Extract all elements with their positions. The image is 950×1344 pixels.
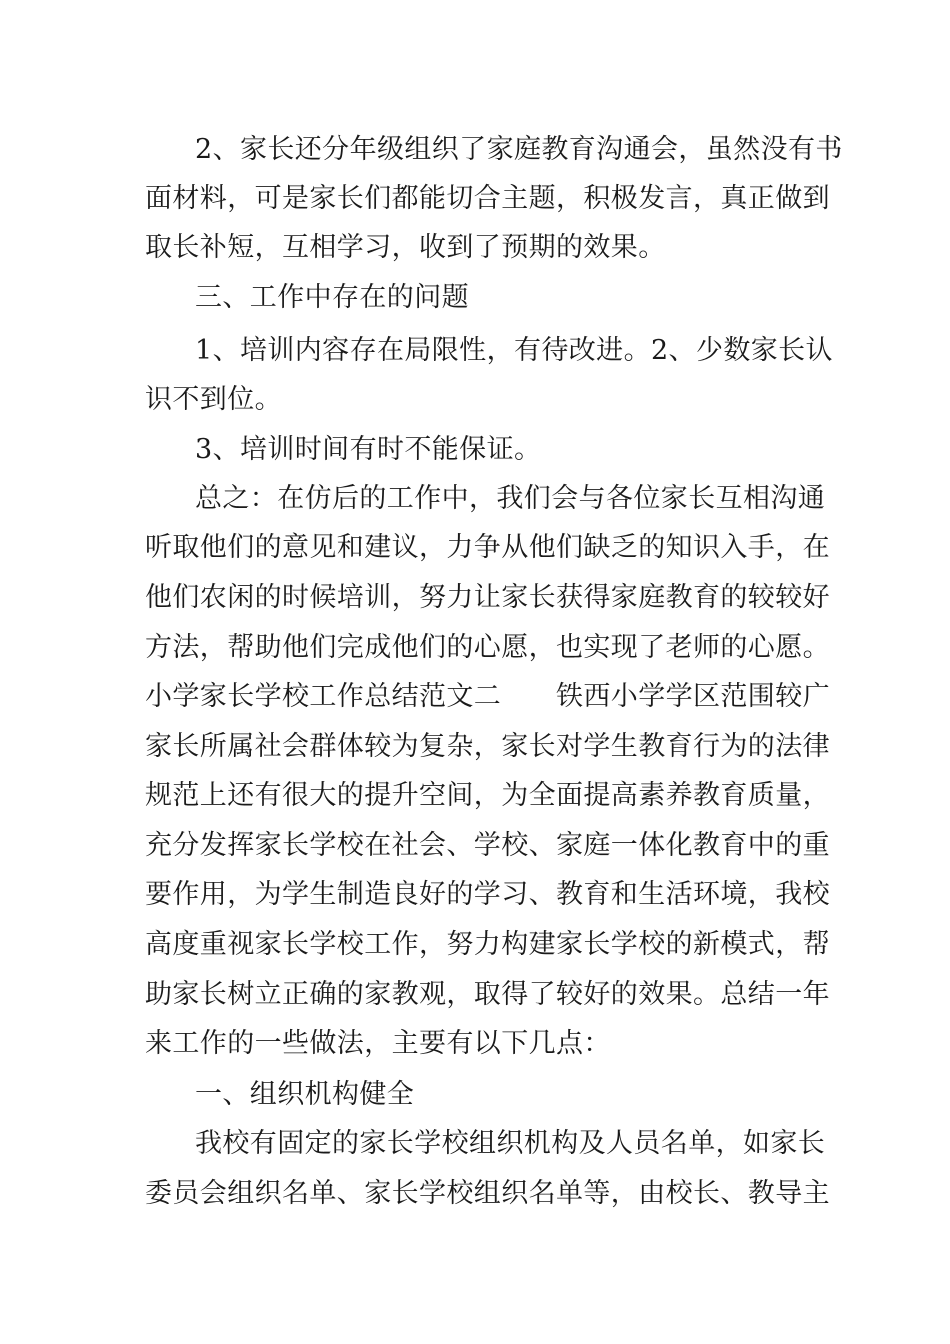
- text-line: 规范上还有很大的提升空间，为全面提高素养教育质量，: [145, 780, 830, 811]
- text-line: 2、家长还分年级组织了家庭教育沟通会，虽然没有书: [195, 134, 843, 165]
- text-line: 方法，帮助他们完成他们的心愿，也实现了老师的心愿。: [145, 632, 830, 663]
- text-line: 取长补短，互相学习，收到了预期的效果。: [145, 232, 666, 263]
- text-line: 小学家长学校工作总结范文二 铁西小学学区范围较广: [145, 681, 830, 712]
- section-heading: 三、工作中存在的问题: [195, 282, 469, 313]
- text-line: 1、培训内容存在局限性，有待改进。2、少数家长认: [195, 335, 833, 366]
- text-line: 来工作的一些做法，主要有以下几点：: [145, 1028, 611, 1059]
- text-line: 委员会组织名单、家长学校组织名单等，由校长、教导主: [145, 1178, 830, 1209]
- text-line: 3、培训时间有时不能保证。: [195, 434, 542, 465]
- text-line: 助家长树立正确的家教观，取得了较好的效果。总结一年: [145, 979, 830, 1010]
- text-line: 总之：在仿后的工作中，我们会与各位家长互相沟通: [195, 483, 826, 514]
- text-line: 听取他们的意见和建议，力争从他们缺乏的知识入手，在: [145, 532, 830, 563]
- section-heading: 一、组织机构健全: [195, 1079, 415, 1110]
- text-line: 家长所属社会群体较为复杂，家长对学生教育行为的法律: [145, 731, 830, 762]
- text-line: 面材料，可是家长们都能切合主题，积极发言，真正做到: [145, 183, 830, 214]
- text-line: 要作用，为学生制造良好的学习、教育和生活环境，我校: [145, 879, 830, 910]
- text-line: 充分发挥家长学校在社会、学校、家庭一体化教育中的重: [145, 830, 830, 861]
- text-line: 识不到位。: [145, 384, 282, 415]
- text-line: 他们农闲的时候培训，努力让家长获得家庭教育的较较好: [145, 582, 830, 613]
- text-line: 高度重视家长学校工作，努力构建家长学校的新模式，帮: [145, 929, 830, 960]
- text-line: 我校有固定的家长学校组织机构及人员名单，如家长: [195, 1128, 826, 1159]
